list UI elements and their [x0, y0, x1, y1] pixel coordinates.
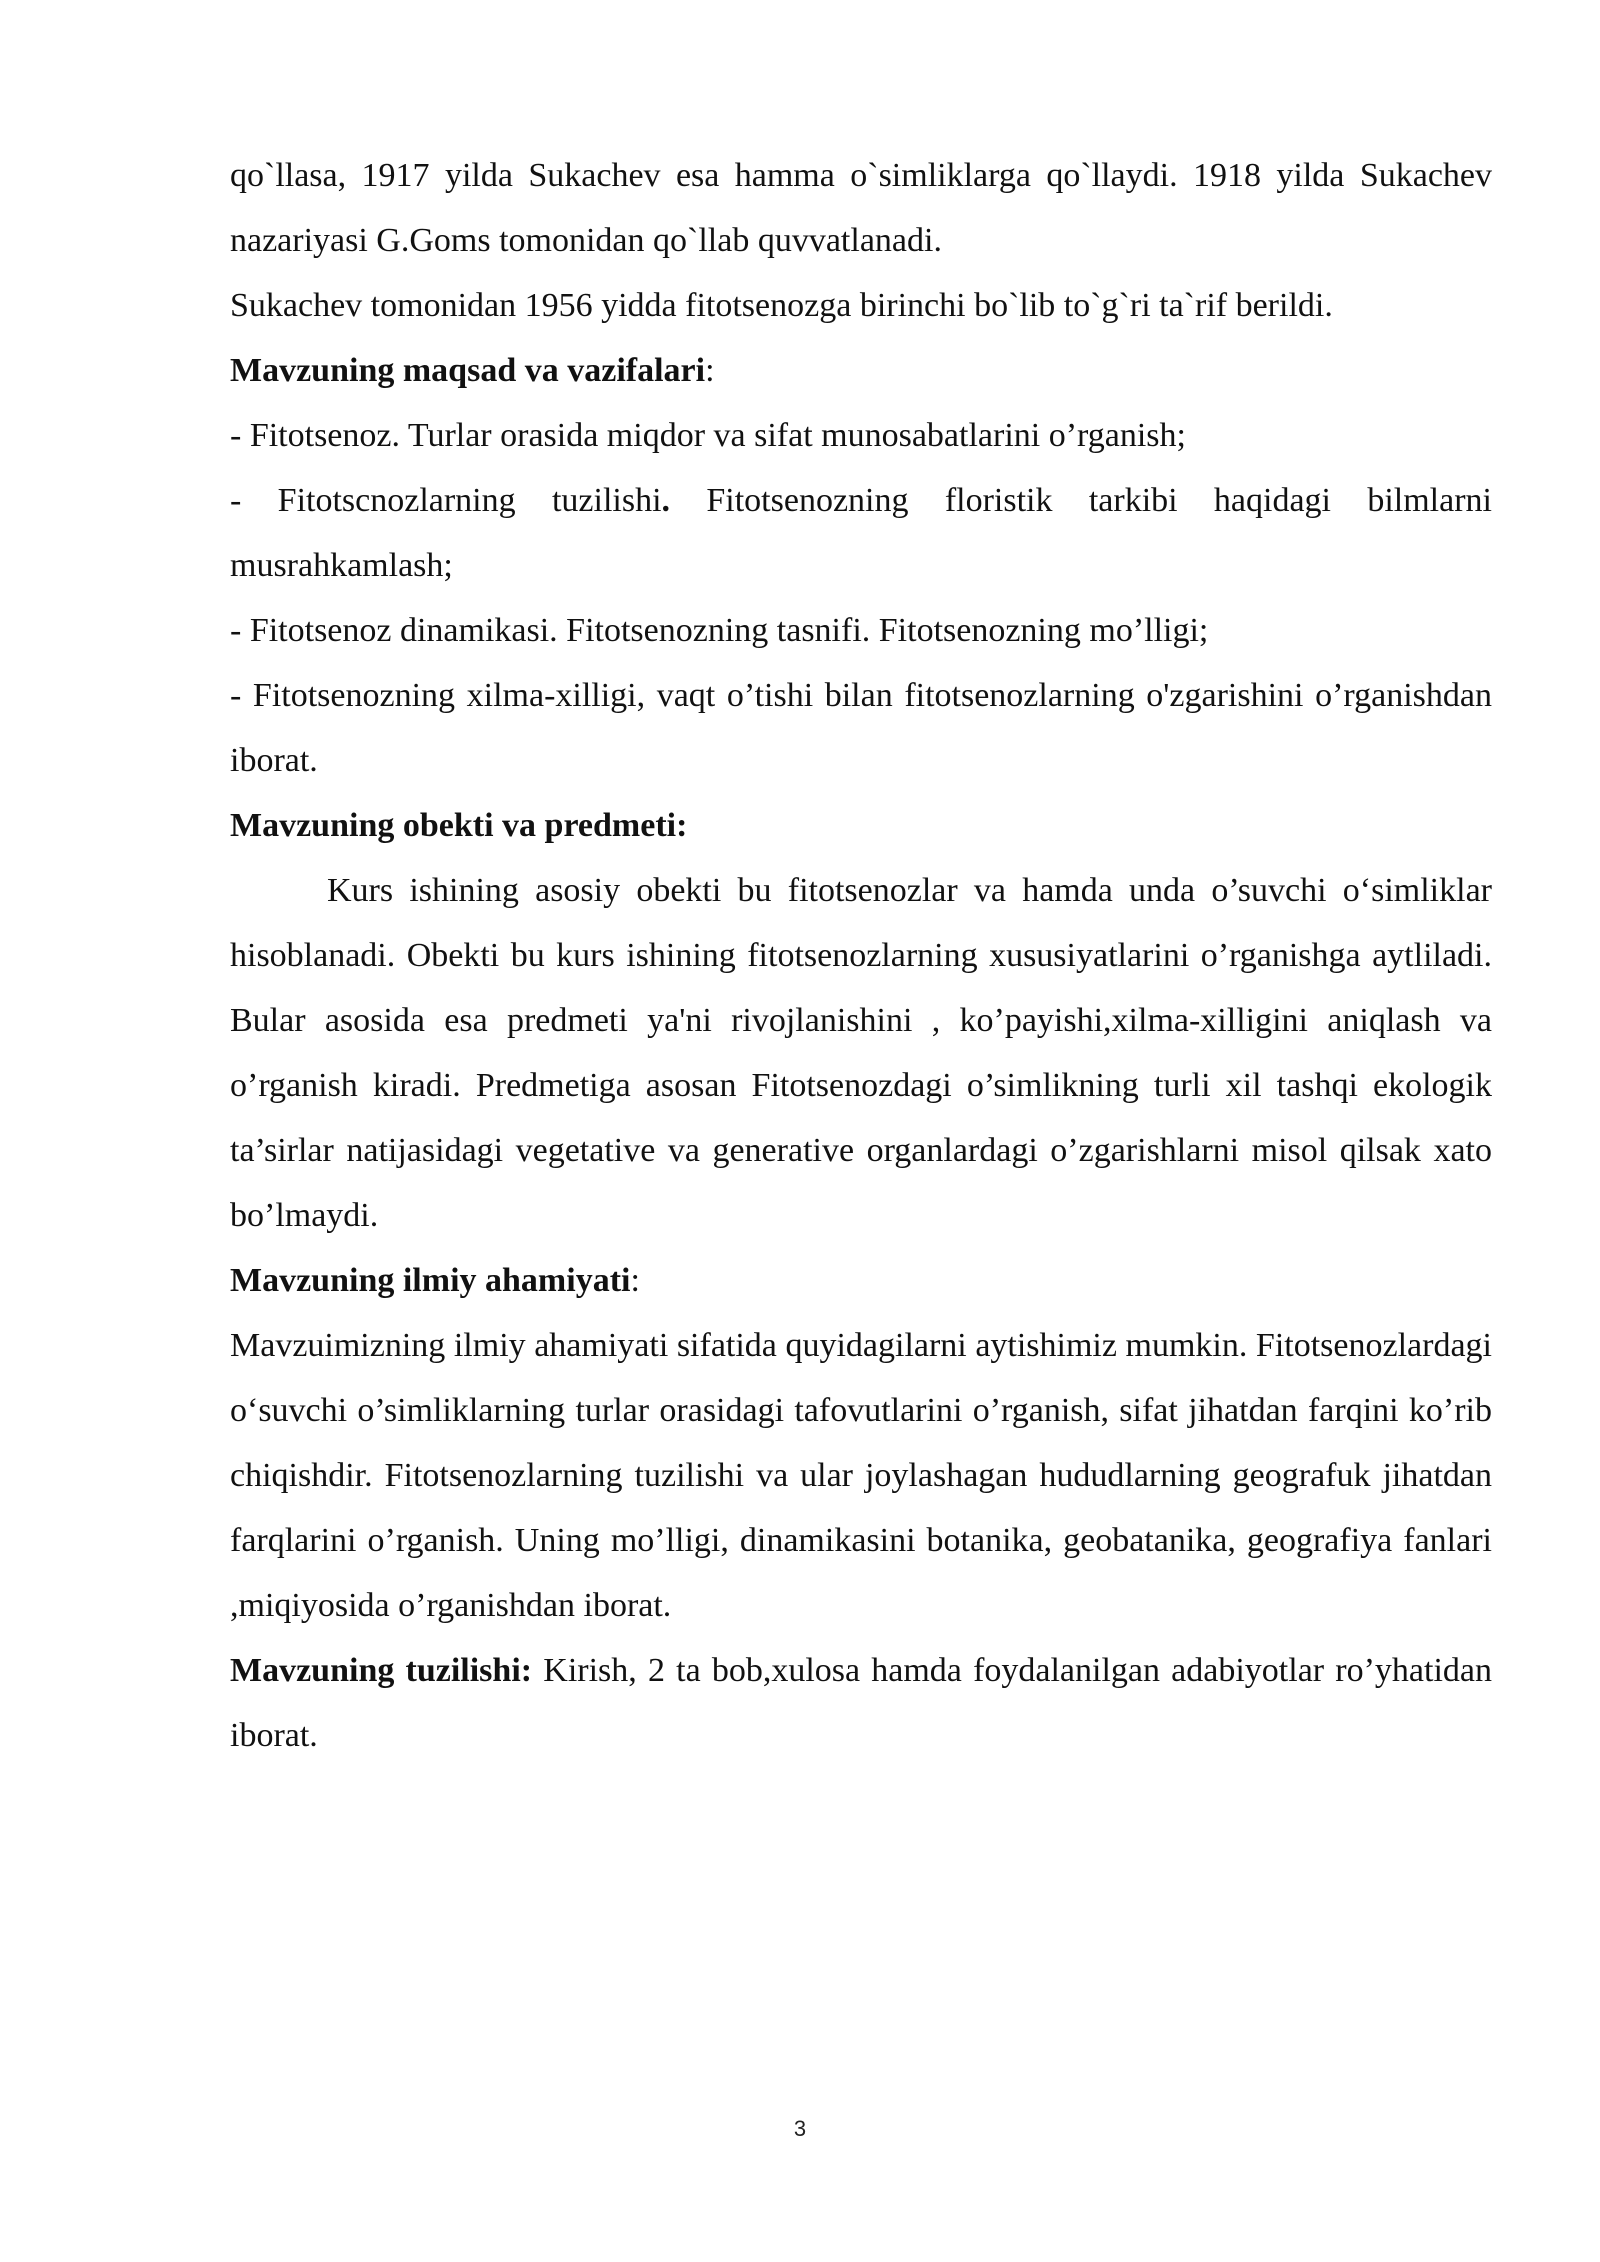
structure-text: Kirish, 2 ta bob,xulosa hamda foydalanilgan adabiyotlar ro’yhatidan iborat. [230, 1652, 1492, 1754]
goals-item-1 [230, 403, 1492, 468]
object-heading-text: Mavzuning obekti va predmeti: [230, 807, 688, 844]
intro-paragraph-2 [230, 273, 1492, 338]
goals-item-3-text: - Fitotsenoz dinamikasi. Fitotsenozning tasnifi. Fitotsenozning mo’lligi; [230, 612, 1209, 649]
significance-paragraph [230, 1313, 1492, 1638]
significance-heading [230, 1248, 1492, 1313]
significance-paragraph-text: Mavzuimizning ilmiy ahamiyati sifatida quyidagilarni aytishimiz mumkin. Fitotsenozlardagi o‘suvchi o’simliklarning turlar orasidagi tafovutlarini o’rganish, sifat jihatdan farqini ko’rib chiqishdir. Fitotsenozlarning tuzilishi va ular joylashagan hududlarning geografuk jihatdan farqlarini o’rganish. Uning mo’lligi, dinamikasini botanika, geobatanika, geografiya fanlari ,miqiyosida o’rganishdan iborat. [230, 1327, 1492, 1624]
goals-item-1-text: - Fitotsenoz. Turlar orasida miqdor va sifat munosabatlarini o’rganish; [230, 417, 1186, 454]
structure-paragraph [230, 1638, 1492, 1768]
goals-heading-colon: : [705, 352, 715, 389]
goals-item-2 [230, 468, 1492, 598]
intro-paragraph-2-text: Sukachev tomonidan 1956 yidda fitotsenozga birinchi bo`lib to`g`ri ta`rif berildi. [230, 287, 1333, 324]
goals-item-3 [230, 598, 1492, 663]
goals-item-2-text-a: - Fitotscnozlarning tuzilishi [230, 482, 662, 519]
goals-heading [230, 338, 1492, 403]
goals-item-2-text-b: Fitotsenozning floristik tarkibi haqidagi bilmlarni musrahkamlash; [230, 482, 1492, 584]
intro-paragraph-1-text: qo`llasa, 1917 yilda Sukachev esa hamma o`simliklarga qo`llaydi. 1918 yilda Sukachev nazariyasi G.Goms tomonidan qo`llab quvvatlanadi. [230, 157, 1492, 259]
significance-heading-text: Mavzuning ilmiy ahamiyati [230, 1262, 631, 1299]
goals-item-4-text: - Fitotsenozning xilma-xilligi, vaqt o’tishi bilan fitotsenozlarning o'zgarishini o’rganishdan iborat. [230, 677, 1492, 779]
intro-paragraph-1 [230, 143, 1492, 273]
document-page [230, 143, 1492, 1768]
page-number: 3 [793, 2116, 807, 2141]
goals-item-4 [230, 663, 1492, 793]
object-paragraph-text: Kurs ishining asosiy obekti bu fitotsenozlar va hamda unda o’suvchi o‘simliklar hisoblanadi. Obekti bu kurs ishining fitotsenozlarning xususiyatlarini o’rganishga aytliladi. Bular asosida esa predmeti ya'ni rivojlanishini , ko’payishi,xilma-xilligini aniqlash va o’rganish kiradi. Predmetiga asosan Fitotsenozdagi o’simlikning turli xil tashqi ekologik ta’sirlar natijasidagi vegetative va generative organlardagi o’zgarishlarni misol qilsak xato bo’lmaydi. [230, 872, 1492, 1234]
object-paragraph [230, 858, 1492, 1248]
goals-heading-text: Mavzuning maqsad va vazifalari [230, 352, 706, 389]
structure-heading: Mavzuning tuzilishi: [230, 1652, 533, 1689]
object-heading [230, 793, 1492, 858]
significance-heading-colon: : [630, 1262, 640, 1299]
goals-item-2-bold-dot: . [661, 482, 671, 519]
